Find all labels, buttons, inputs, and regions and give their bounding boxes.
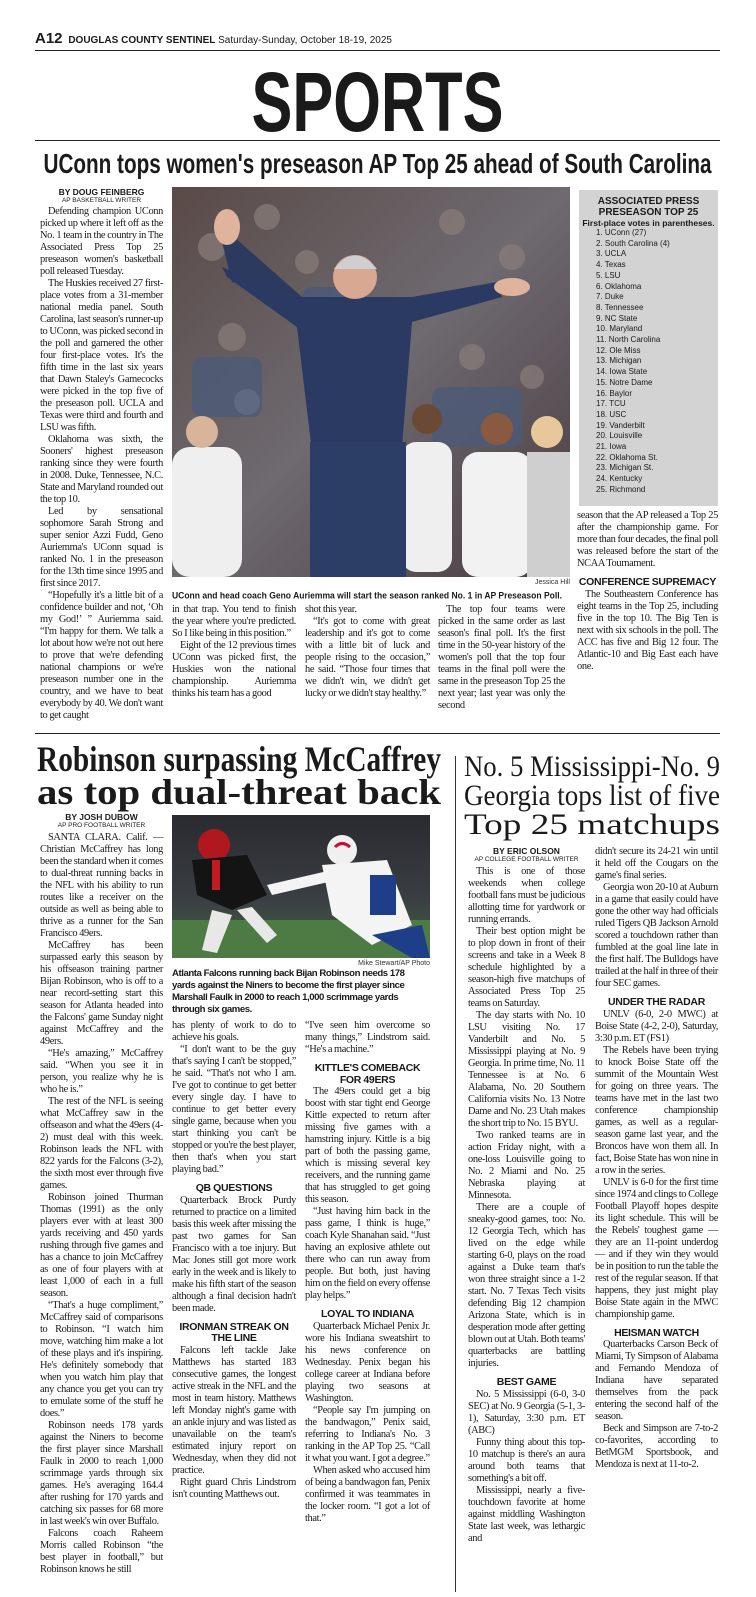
- article2-photo-credit: Mike Stewart/AP Photo: [358, 960, 430, 967]
- paragraph: Quarterback Brock Purdy returned to practice on a limited basis this week after missing the past two games for San Francisco with a toe injury. But Mac Jones still got more work early in the week and is likely to make his fifth start of the season although a final decision hadn't been made.: [172, 1194, 296, 1314]
- paragraph: Beck and Simpson are 7-to-2 co-favorites, according to BetMGM Sportsbook, and Mendoza is next at 11-to-2.: [595, 1423, 718, 1470]
- issue-date: Saturday-Sunday, October 18-19, 2025: [218, 35, 392, 46]
- ranking-item: 5. LSU: [596, 270, 621, 280]
- article1-photo: [172, 187, 570, 577]
- paragraph: Quarterback Michael Penix Jr. wore his Indiana sweatshirt to his news conference on Wednesday. Penix began his college career at Indiana before playing two seasons at Washington.: [305, 1320, 430, 1404]
- paragraph: “People say I'm jumping on the bandwagon,” Penix said, referring to Indiana's No. 3 ranking in the AP Top 25. “Call it what you want. I got a degree.”: [305, 1404, 430, 1464]
- paragraph: When asked who accused him of being a bandwagon fan, Penix confirmed it was teammates in the locker room. “I got a lot of that.”: [305, 1464, 430, 1524]
- article1-column-3: [305, 604, 430, 700]
- ranking-item: 6. Oklahoma: [596, 281, 642, 291]
- paragraph: The day starts with No. 10 LSU visiting No. 17 Vanderbilt and No. 5 Mississippi playing at No. 9 Georgia. In prime time, No. 11 Tennessee is at No. 6 Alabama, No. 20 Southern California visits No. 13 Notre Dame and No. 23 Utah makes the short trip to No. 15 BYU.: [468, 1010, 585, 1129]
- paragraph: Their best option might be to plop down in front of their screens and take in a Week 8 schedule highlighted by a season-high five matchups of Associated Press Top 25 teams on Saturday.: [468, 926, 585, 1009]
- top25-sidebar: [579, 190, 718, 506]
- article3-headline: [463, 750, 721, 844]
- ranking-item: 22. Oklahoma St.: [596, 452, 658, 462]
- paragraph: This is one of those weekends when college football fans must be judicious allotting time for yardwork or running errands.: [468, 866, 585, 925]
- paragraph: Led by sensational sophomore Sarah Strong and super senior Azzi Fudd, Geno Auriemma's UConn squad is ranked No. 1 in the preseason for the 13th time since 1995 and first since 2017.: [40, 506, 163, 589]
- paragraph: Eight of the 12 previous times UConn was picked first, the Huskies won the national championship. Auriemma thinks his team has a good: [172, 640, 296, 699]
- ranking-item: 24. Kentucky: [596, 474, 643, 484]
- paragraph: shot this year.: [305, 604, 357, 615]
- article2-headline-text-line: as top dual-threat back: [37, 772, 441, 812]
- article3-column-2: [595, 846, 718, 1471]
- article3-headline-text-line: Top 25 matchups: [464, 809, 720, 841]
- ranking-item: 16. Baylor: [596, 388, 633, 398]
- paragraph: The Southeastern Conference has eight teams in the Top 25, including five in the top 10. The Big Ten is next with six schools in the poll. The ACC has five and Big 12 four. The Atlantic-10 and Big East each have one.: [577, 588, 718, 672]
- paragraph: The 49ers could get a big boost with star tight end George Kittle expected to return after missing five games with a hamstring injury. Kittle is a big part of both the passing game, which is missing several key receivers, and the running game that has struggled to get going this season.: [305, 1086, 430, 1205]
- paragraph: UNLV is 6-0 for the first time since 1974 and clings to College Football Playoff hopes despite its light schedule. This will be the Rebels' toughest game — they are an 11-point underdog — and if they win they would be in position to run the table the rest of the regular season. If that happens, they just might play Boise State again in the MWC championship game.: [595, 1176, 718, 1320]
- paragraph: “I've seen him overcome so many things,” Lindstrom said. “He's a machine.”: [305, 1020, 430, 1055]
- paragraph: UNLV (6-0, 2-0 MWC) at Boise State (4-2, 2-0), Saturday, 3:30 p.m. ET (FS1): [595, 1008, 718, 1044]
- section-divider: [35, 733, 720, 734]
- ranking-item: 11. North Carolina: [596, 335, 661, 345]
- article2-column-1: [40, 832, 163, 1576]
- paragraph: Robinson needs 178 yards against the Niners to become the first player since Marshall Faulk in 2000 to reach 1,000 scrimmage yards through six games. He's averaging 164.4 after rushing for 170 yards and catching six passes for 68 more in last week's win over Buffalo.: [40, 1420, 163, 1527]
- paragraph: “Hopefully it's a little bit of a confidence builder and not, ‘Oh my God!’ ” Auriemma said. “I'm happy for them. We talk a lot about how we're not out here to prove that we're defending national champions or we're preseason number one in the country, and we have to beat everybody by 40. We don't want to get caught: [40, 590, 163, 721]
- caption-svg: [172, 588, 570, 602]
- subheading: IRONMAN STREAK ON THE LINE: [179, 1320, 289, 1344]
- article2-photo-caption: Atlanta Falcons running back Bijan Robinson needs 178 yards against the Niners to become the first player since Marshall Faulk in 2000 to reach 1,000 scrimmage yards through six games.: [172, 968, 405, 1015]
- byline-name: BY JOSH DUBOW: [65, 812, 138, 822]
- article2-headline: [35, 740, 443, 812]
- section-title: [35, 54, 720, 149]
- paragraph: The top four teams were picked in the same order as last season's final poll. It's the first time in the 50-year history of the women's poll that the top four teams in the final poll were the same in the preseason Top 25 the next year; last year was only the second: [438, 604, 565, 711]
- article2-column-2: [172, 1020, 296, 1525]
- ranking-item: 21. Iowa: [596, 442, 627, 452]
- paragraph: The Huskies received 27 first-place votes from a 31-member national media panel. South Carolina, last season's runner-up to UConn, was picked second in the poll and garnered the other four first-place votes. It's the fifth time in the last six years that Dawn Staley's Gamecocks were picked in the top five of the preseason poll. UCLA and Texas were third and fourth and LSU was fifth.: [40, 278, 163, 433]
- sidebar-subtitle: First-place votes in parentheses.: [582, 218, 715, 228]
- article1-headline-svg: [35, 146, 720, 180]
- byline-role: AP PRO FOOTBALL WRITER: [57, 822, 146, 829]
- article1-photo-caption: [172, 588, 570, 602]
- ranking-item: 10. Maryland: [596, 324, 643, 334]
- section-title-svg: [35, 54, 720, 149]
- article3-headline-text-line: Georgia tops list of five: [464, 780, 720, 812]
- ranking-item: 7. Duke: [596, 292, 624, 302]
- article3-column-1: [468, 866, 585, 1545]
- article1-photo-caption-text: UConn and head coach Geno Auriemma will start the season ranked No. 1 in AP Preseason Poll.: [172, 590, 562, 602]
- article2-columns: [172, 1020, 430, 1525]
- article1-photo-credit: Jessica Hill: [534, 579, 570, 586]
- byline-role: AP COLLEGE FOOTBALL WRITER: [474, 856, 579, 863]
- article1-left-column: [40, 187, 163, 722]
- paragraph: Robinson joined Thurman Thomas (1991) as the only players ever with at least 300 yards receiving and 450 yards rushing through five games and has a chance to join McCaffrey as one of four players with at least 1,000 of each in a full season.: [40, 1192, 163, 1299]
- ranking-item: 2. South Carolina (4): [596, 238, 670, 248]
- ranking-item: 25. Richmond: [596, 484, 646, 494]
- article1-byline: [40, 187, 163, 205]
- paragraph: “Just having him back in the pass game, I think is huge,” coach Kyle Shanahan said. “Just having an explosive athlete out there who can run away from people. But both, just having him on the field on every offense play helps.”: [305, 1206, 430, 1301]
- paragraph: Defending champion UConn picked up where it left off as the No. 1 team in the country in The Associated Press Top 25 preseason women's basketball poll released Tuesday.: [40, 206, 163, 277]
- article3-left-column: [468, 846, 585, 1545]
- subheading: QB QUESTIONS: [195, 1182, 273, 1194]
- ranking-item: 18. USC: [596, 409, 627, 419]
- paragraph: Right guard Chris Lindstrom isn't counting Matthews out.: [172, 1476, 296, 1500]
- ranking-item: 19. Vanderbilt: [596, 420, 645, 430]
- article3-headline-text: No. 5 Mississippi-No. 9: [464, 751, 720, 783]
- ranking-item: 1. UConn (27): [596, 228, 647, 237]
- article1-column-4: [438, 604, 565, 712]
- paragraph: “I don't want to be the guy that's saying I can't be stopped,” he said. “That's not who I am. I've got to continue to get better every single day. I have to continue to get better every single game, because when you start thinking you can't be stopped or you're the best player, then that's when you start playing bad.”: [172, 1044, 296, 1175]
- article2-headline-svg: [35, 740, 443, 812]
- ranking-item: 14. Iowa State: [596, 367, 648, 377]
- paragraph: Two ranked teams are in action Friday night, with a one-loss Louisville going to No. 2 Miami and No. 25 Nebraska playing at Minnesota.: [468, 1130, 585, 1201]
- paragraph: SANTA CLARA. Calif. — Christian McCaffrey has long been the standard when it comes to dual-threat running backs in the NFL with his ability to run routes like a receiver on the outside as well as being able to thrive as a runner for the San Francisco 49ers.: [40, 832, 163, 939]
- page-header: [35, 30, 720, 51]
- page-number: A12: [35, 30, 63, 47]
- article2-column-3: [305, 1020, 430, 1525]
- article2-byline: [40, 812, 163, 830]
- subheading: BEST GAME: [496, 1376, 557, 1388]
- article2-photo: [172, 815, 430, 958]
- paragraph: McCaffrey has been surpassed early this season by his offseason training partner Bijan Robinson, who is off to a near record-setting start this season for Atlanta headed into the Falcons' game Sunday night against McCaffrey and the 49ers.: [40, 940, 163, 1047]
- paragraph: “He's amazing,” McCaffrey said. “When you see it in person, you realize why he is who he is.”: [40, 1048, 163, 1095]
- paragraph: has plenty of work to do to achieve his goals.: [172, 1020, 296, 1043]
- ranking-item: 8. Tennessee: [596, 302, 644, 312]
- paragraph: Oklahoma was sixth, the Sooners' highest preseason ranking since they were fourth in 2008. Duke, Tennessee, N.C. State and Maryland rounded out the top 10.: [40, 434, 163, 505]
- article1-column-5: [577, 510, 718, 673]
- byline-name: BY ERIC OLSON: [493, 846, 560, 856]
- subheading: LOYAL TO INDIANA: [320, 1308, 414, 1320]
- article1-column-1: [40, 206, 163, 722]
- article1-headline-text: UConn tops women's preseason AP Top 25 ahead of South Carolina: [43, 148, 712, 179]
- byline-role: AP BASKETBALL WRITER: [61, 197, 142, 204]
- paragraph: “It's got to come with great leadership and it's got to come with a little bit of luck and people rising to the occasion,” he said. “Those four times that we didn't win, we didn't get lucky or we didn't stay healthy.”: [305, 616, 430, 699]
- ranking-item: 15. Notre Dame: [596, 377, 653, 387]
- coach-photo-image: [172, 187, 570, 577]
- article2-lower-block: [172, 959, 430, 1525]
- paragraph: didn't secure its 24-21 win until it held off the Cougars on the game's final series.: [595, 846, 718, 881]
- article3-byline: [468, 846, 585, 864]
- article2-left-column: [40, 812, 163, 1576]
- ranking-item: 17. TCU: [596, 399, 626, 409]
- ranking-item: 9. NC State: [596, 313, 638, 323]
- paragraph: The Rebels have been trying to knock Boise State off the summit of the Mountain West for going on three years. The teams have met in the last two conference championship games, as well as a regular-season game last year, and the Broncos have won them all. In fact, Boise State has won nine in a row in the series.: [595, 1044, 718, 1176]
- subheading: HEISMAN WATCH: [614, 1326, 699, 1339]
- paragraph: Funny thing about this top-10 matchup is there's an aura around both teams that something's a bit off.: [468, 1436, 585, 1484]
- article1-headline: [35, 146, 720, 180]
- ranking-item: 23. Michigan St.: [596, 463, 654, 473]
- paragraph: Mississippi, nearly a five-touchdown favorite at home against middling Washington State last week, was lethargic and: [468, 1484, 585, 1544]
- paragraph: season that the AP released a Top 25 after the championship game. For more than four decades, the final poll was released before the start of the NCAA Tournament.: [577, 510, 718, 569]
- paragraph: in that trap. You tend to finish the year where you're predicted. So I like being in this position.”: [172, 604, 296, 639]
- ranking-item: 3. UCLA: [596, 249, 627, 259]
- subheading: CONFERENCE SUPREMACY: [578, 576, 717, 588]
- byline-name: BY DOUG FEINBERG: [58, 187, 145, 197]
- paragraph: No. 5 Mississippi (6-0, 3-0 SEC) at No. 9 Georgia (5-1, 3-1), Saturday, 3:30 p.m. ET (ABC): [468, 1388, 585, 1436]
- article1-column-2: [172, 604, 296, 700]
- subheading: KITTLE'S COMEBACK FOR 49ERS: [314, 1062, 421, 1086]
- ranking-item: 13. Michigan: [596, 356, 642, 366]
- paragraph: Falcons coach Raheem Morris called Robinson “the best player in football,” but Robinson knows he still: [40, 1528, 163, 1575]
- paragraph: Quarterbacks Carson Beck of Miami, Ty Simpson of Alabama and Fernando Mendoza of Indiana have separated themselves from the pack entering the second half of the season.: [595, 1339, 718, 1422]
- football-photo-image: [172, 815, 430, 958]
- paragraph: There are a couple of sneaky-good games, too: No. 12 Georgia Tech, which has lived on the edge while starting 6-0, plays on the road against a Duke team that's won three straight since a 1-2 start. No. 7 Texas Tech visits defending Big 12 champion Arizona State, which is in desperation mode after getting blown out at Utah. Both teams' quarterbacks are battling injuries.: [468, 1202, 585, 1369]
- column-divider: [455, 756, 456, 1592]
- ranking-item: 12. Ole Miss: [596, 345, 641, 355]
- paragraph: Georgia won 20-10 at Auburn in a game that easily could have gone the other way had officials ruled Tigers QB Jackson Arnold scored a touchdown rather than fumbled at the goal line late in the first half. The Bulldogs have trailed at the half in three of their four SEC games.: [595, 882, 718, 989]
- paragraph: “That's a huge compliment,” McCaffrey said of comparisons to Robinson. “I watch him move, watching him make a lot of these plays and it's inspiring. He's definitely somebody that when you watch him play that any chance you get you can try to emulate some of the stuff he does.”: [40, 1300, 163, 1419]
- subheading: UNDER THE RADAR: [608, 996, 705, 1008]
- ranking-item: 4. Texas: [596, 260, 626, 270]
- sidebar-title: ASSOCIATED PRESS PRESEASON TOP 25: [597, 196, 700, 218]
- rankings-list: [579, 228, 718, 500]
- ranking-item: 20. Louisville: [596, 431, 643, 441]
- section-title-text: SPORTS: [251, 55, 504, 149]
- paragraph: The rest of the NFL is seeing what McCaffrey saw in the offseason and what the 49ers (4-2) must deal with this week. Robinson leads the NFL with 822 yards for the Falcons (3-2), the sixth most ever through five games.: [40, 1096, 163, 1191]
- paragraph: Falcons left tackle Jake Matthews has started 183 consecutive games, the longest active streak in the NFL and the most in team history. Matthews left Monday night's game with an ankle injury and was listed as unavailable on the team's estimated injury report on Wednesday, when they did not practice.: [172, 1344, 296, 1476]
- newspaper-name: DOUGLAS COUNTY SENTINEL: [68, 35, 216, 46]
- article3-headline-svg: [463, 750, 721, 844]
- article2-headline-text: Robinson surpassing McCaffrey: [37, 739, 441, 779]
